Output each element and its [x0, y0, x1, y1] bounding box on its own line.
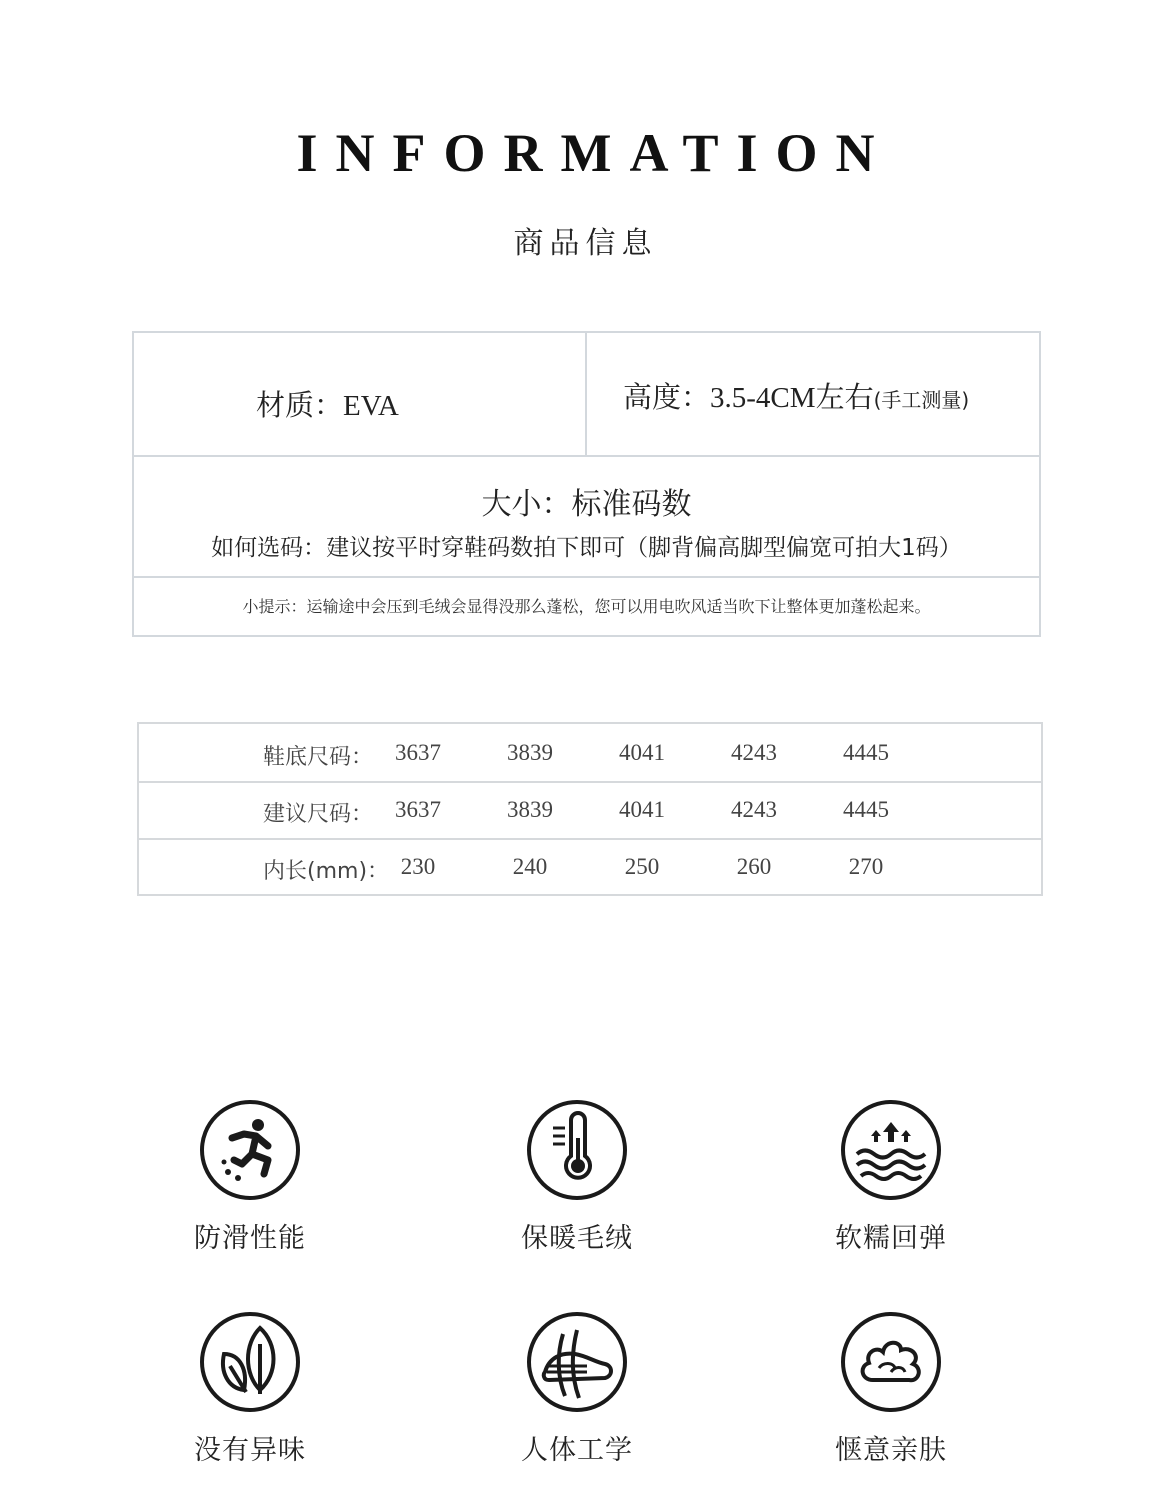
table-cell: 3839 — [507, 797, 553, 822]
table-cell: 4243 — [731, 797, 777, 822]
feature-ergonomic — [467, 1310, 687, 1467]
product-info-table — [132, 331, 1041, 637]
height-note: (手工测量) — [873, 388, 970, 412]
page-title: INFORMATION — [296, 123, 893, 183]
material-value: EVA — [343, 390, 399, 422]
table-cell: 260 — [736, 854, 772, 879]
table-cell: 4445 — [843, 797, 889, 822]
page-subtitle: 商品信息 — [513, 226, 658, 261]
material-text — [256, 383, 399, 424]
leaf-icon — [198, 1310, 302, 1414]
height-label: 高度： — [623, 380, 711, 414]
feature-odorless — [140, 1310, 360, 1467]
table-cell: 3839 — [507, 740, 553, 765]
size-title: 大小：标准码数 — [481, 487, 692, 522]
height-text — [623, 375, 969, 416]
anti-slip-icon — [198, 1098, 302, 1202]
height-suffix: 左右 — [815, 380, 874, 414]
table-cell: 4041 — [619, 740, 665, 765]
table-cell: 4243 — [731, 740, 777, 765]
table-cell: 230 — [400, 854, 436, 879]
rebound-icon — [839, 1098, 943, 1202]
height-cell — [587, 333, 1039, 455]
feature-anti-slip — [140, 1098, 360, 1255]
table-cell: 3637 — [395, 740, 441, 765]
row-label: 内长(mm)： — [263, 859, 390, 884]
feature-skin-friendly — [781, 1310, 1001, 1467]
table-cell: 4041 — [619, 797, 665, 822]
feature-rebound — [781, 1098, 1001, 1255]
table-cell: 250 — [624, 854, 660, 879]
height-value: 3.5-4CM — [710, 382, 816, 414]
cloud-icon — [839, 1310, 943, 1414]
size-selection-tip: 如何选码：建议按平时穿鞋码数拍下即可（脚背偏高脚型偏宽可拍大1码） — [211, 535, 962, 561]
feature-label: 人体工学 — [521, 1435, 633, 1466]
row-label: 建议尺码： — [263, 802, 374, 827]
feature-label: 保暖毛绒 — [521, 1223, 633, 1254]
info-row-material-height — [134, 333, 1039, 457]
row-label: 鞋底尺码： — [263, 745, 374, 770]
table-cell: 240 — [512, 854, 548, 879]
feature-label: 没有异味 — [194, 1435, 306, 1466]
material-label: 材质： — [256, 388, 344, 422]
feature-label: 防滑性能 — [194, 1223, 306, 1254]
feature-warm-plush — [467, 1098, 687, 1255]
info-row-tip — [134, 578, 1039, 635]
feature-label: 惬意亲肤 — [835, 1435, 947, 1466]
table-cell: 270 — [848, 854, 884, 879]
thermometer-icon — [525, 1098, 629, 1202]
table-cell: 4445 — [843, 740, 889, 765]
feature-label: 软糯回弹 — [835, 1223, 947, 1254]
info-row-size — [134, 457, 1039, 578]
table-row — [139, 724, 1041, 783]
table-cell: 3637 — [395, 797, 441, 822]
care-tip: 小提示：运输途中会压到毛绒会显得没那么蓬松，您可以用电吹风适当吹下让整体更加蓬松起来。 — [242, 597, 931, 616]
material-cell — [134, 333, 587, 455]
ergonomic-icon — [525, 1310, 629, 1414]
size-chart-table — [137, 722, 1043, 896]
table-row — [139, 838, 1041, 895]
table-row — [139, 781, 1041, 840]
